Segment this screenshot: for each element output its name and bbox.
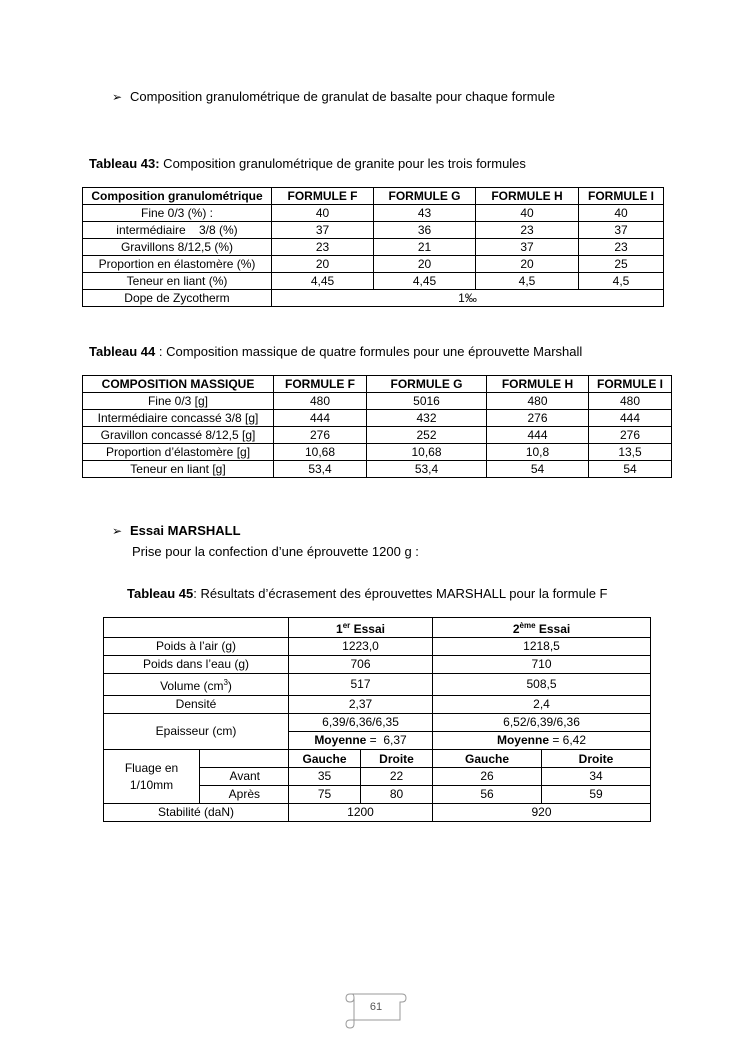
row-label: Fine 0/3 (%) : xyxy=(83,205,272,222)
column-header: FORMULE G xyxy=(374,188,476,205)
table-cell: 40 xyxy=(272,205,374,222)
table-row xyxy=(83,427,672,444)
row-label: Stabilité (daN) xyxy=(104,804,289,822)
table-row xyxy=(83,393,672,410)
empty-header-cell xyxy=(104,618,289,638)
table-cell: 22 xyxy=(361,768,433,786)
table-cell: 36 xyxy=(374,222,476,239)
table-cell: 276 xyxy=(274,427,367,444)
table-cell: 21 xyxy=(374,239,476,256)
column-header: COMPOSITION MASSIQUE xyxy=(83,376,274,393)
table-cell: 517 xyxy=(289,674,433,696)
page-number-text: 61 xyxy=(369,1001,383,1013)
table-cell: 10,68 xyxy=(274,444,367,461)
table-cell: 53,4 xyxy=(274,461,367,478)
page-number xyxy=(344,988,408,1030)
column-header: FORMULE F xyxy=(272,188,374,205)
table-row xyxy=(83,222,664,239)
table-cell: 23 xyxy=(579,239,664,256)
table-cell: 444 xyxy=(589,410,672,427)
table-cell: 10,8 xyxy=(487,444,589,461)
table-header-row xyxy=(104,618,651,638)
table-cell-moyenne: Moyenne = 6,37 xyxy=(289,732,433,750)
row-label: Epaisseur (cm) xyxy=(104,714,289,750)
table-header-row xyxy=(83,376,672,393)
table-row xyxy=(104,804,651,822)
table-row xyxy=(104,674,651,696)
table-cell: 4,5 xyxy=(476,273,579,290)
table-cell: 53,4 xyxy=(367,461,487,478)
table-cell-moyenne: Moyenne = 6,42 xyxy=(433,732,651,750)
column-header: FORMULE H xyxy=(476,188,579,205)
table-cell: 37 xyxy=(476,239,579,256)
table-row xyxy=(104,638,651,656)
table-cell: 43 xyxy=(374,205,476,222)
table-cell: 1218,5 xyxy=(433,638,651,656)
table-cell: 20 xyxy=(374,256,476,273)
table-cell: 276 xyxy=(589,427,672,444)
table-cell: 2,4 xyxy=(433,696,651,714)
table-row xyxy=(83,290,664,307)
table-cell: 80 xyxy=(361,786,433,804)
row-label: Teneur en liant [g] xyxy=(83,461,274,478)
table-cell: 252 xyxy=(367,427,487,444)
column-header: Gauche xyxy=(289,750,361,768)
empty-cell xyxy=(200,750,289,768)
table-cell: 6,52/6,39/6,36 xyxy=(433,714,651,732)
section-subtitle: Prise pour la confection d’une éprouvette 1200 g : xyxy=(132,544,419,559)
column-header-essai-1: 1er Essai xyxy=(289,618,433,638)
column-header: Droite xyxy=(542,750,651,768)
table-cell: 40 xyxy=(579,205,664,222)
table-45 xyxy=(103,617,651,822)
table-cell: 1200 xyxy=(289,804,433,822)
row-label: Proportion en élastomère (%) xyxy=(83,256,272,273)
column-header: FORMULE F xyxy=(274,376,367,393)
table-cell: 480 xyxy=(589,393,672,410)
table-cell: 5016 xyxy=(367,393,487,410)
table-cell: 2,37 xyxy=(289,696,433,714)
table-cell: 444 xyxy=(487,427,589,444)
row-label: Gravillons 8/12,5 (%) xyxy=(83,239,272,256)
table-cell: 37 xyxy=(272,222,374,239)
column-header: FORMULE I xyxy=(589,376,672,393)
table-row xyxy=(83,410,672,427)
table-cell: 26 xyxy=(433,768,542,786)
row-label: Teneur en liant (%) xyxy=(83,273,272,290)
table-row xyxy=(83,256,664,273)
row-label: Proportion d’élastomère [g] xyxy=(83,444,274,461)
table-cell: 25 xyxy=(579,256,664,273)
table-row xyxy=(83,239,664,256)
table-cell: 10,68 xyxy=(367,444,487,461)
table-row xyxy=(83,273,664,290)
row-label: Avant xyxy=(200,768,289,786)
column-header: FORMULE H xyxy=(487,376,589,393)
table-cell: 54 xyxy=(589,461,672,478)
section-heading-text: Composition granulométrique de granulat de basalte pour chaque formule xyxy=(130,89,555,104)
row-label: Fine 0/3 [g] xyxy=(83,393,274,410)
table-row xyxy=(83,205,664,222)
table-cell: 1‰ xyxy=(272,290,664,307)
column-header: FORMULE G xyxy=(367,376,487,393)
table-row xyxy=(104,656,651,674)
table-cell: 710 xyxy=(433,656,651,674)
row-label: intermédiaire 3/8 (%) xyxy=(83,222,272,239)
table-44-caption: Tableau 44 : Composition massique de quatre formules pour une éprouvette Marshall xyxy=(89,344,583,359)
table-header-row xyxy=(83,188,664,205)
row-label: Densité xyxy=(104,696,289,714)
table-cell: 20 xyxy=(476,256,579,273)
table-cell: 4,45 xyxy=(272,273,374,290)
table-row xyxy=(83,461,672,478)
table-cell: 508,5 xyxy=(433,674,651,696)
table-cell: 4,45 xyxy=(374,273,476,290)
column-header: Droite xyxy=(361,750,433,768)
row-label: Après xyxy=(200,786,289,804)
table-cell: 34 xyxy=(542,768,651,786)
arrow-bullet-icon: ➢ xyxy=(112,90,123,104)
table-cell: 920 xyxy=(433,804,651,822)
table-row xyxy=(83,444,672,461)
table-row xyxy=(104,714,651,732)
table-cell: 13,5 xyxy=(589,444,672,461)
row-label: Gravillon concassé 8/12,5 [g] xyxy=(83,427,274,444)
column-header: FORMULE I xyxy=(579,188,664,205)
table-cell: 20 xyxy=(272,256,374,273)
table-cell: 23 xyxy=(272,239,374,256)
table-cell: 54 xyxy=(487,461,589,478)
table-43-caption: Tableau 43: Composition granulométrique de granite pour les trois formules xyxy=(89,156,526,171)
table-cell: 23 xyxy=(476,222,579,239)
table-43 xyxy=(82,187,664,307)
column-header: Composition granulométrique xyxy=(83,188,272,205)
row-label: Intermédiaire concassé 3/8 [g] xyxy=(83,410,274,427)
table-cell: 40 xyxy=(476,205,579,222)
arrow-bullet-icon: ➢ xyxy=(112,524,123,538)
section-heading-text: Essai MARSHALL xyxy=(130,523,241,538)
row-label-fluage: Fluage en 1/10mm xyxy=(104,750,200,804)
table-cell: 706 xyxy=(289,656,433,674)
table-cell: 75 xyxy=(289,786,361,804)
table-cell: 6,39/6,36/6,35 xyxy=(289,714,433,732)
table-cell: 37 xyxy=(579,222,664,239)
column-header-essai-2: 2ème Essai xyxy=(433,618,651,638)
table-cell: 56 xyxy=(433,786,542,804)
table-cell: 35 xyxy=(289,768,361,786)
table-cell: 444 xyxy=(274,410,367,427)
table-cell: 480 xyxy=(487,393,589,410)
table-cell: 4,5 xyxy=(579,273,664,290)
section-heading-granulometry xyxy=(112,89,555,104)
table-cell: 276 xyxy=(487,410,589,427)
table-cell: 59 xyxy=(542,786,651,804)
row-label: Poids à l’air (g) xyxy=(104,638,289,656)
section-heading-marshall xyxy=(112,523,241,538)
row-label: Dope de Zycotherm xyxy=(83,290,272,307)
table-44 xyxy=(82,375,672,478)
table-row xyxy=(104,696,651,714)
table-cell: 480 xyxy=(274,393,367,410)
row-label: Volume $(cm^3)$ xyxy=(104,674,289,696)
table-cell: 1223,0 xyxy=(289,638,433,656)
table-45-caption: Tableau 45: Résultats d’écrasement des éprouvettes MARSHALL pour la formule F xyxy=(127,586,608,601)
table-cell: 432 xyxy=(367,410,487,427)
column-header: Gauche xyxy=(433,750,542,768)
row-label: Poids dans l’eau (g) xyxy=(104,656,289,674)
table-row xyxy=(104,750,651,768)
